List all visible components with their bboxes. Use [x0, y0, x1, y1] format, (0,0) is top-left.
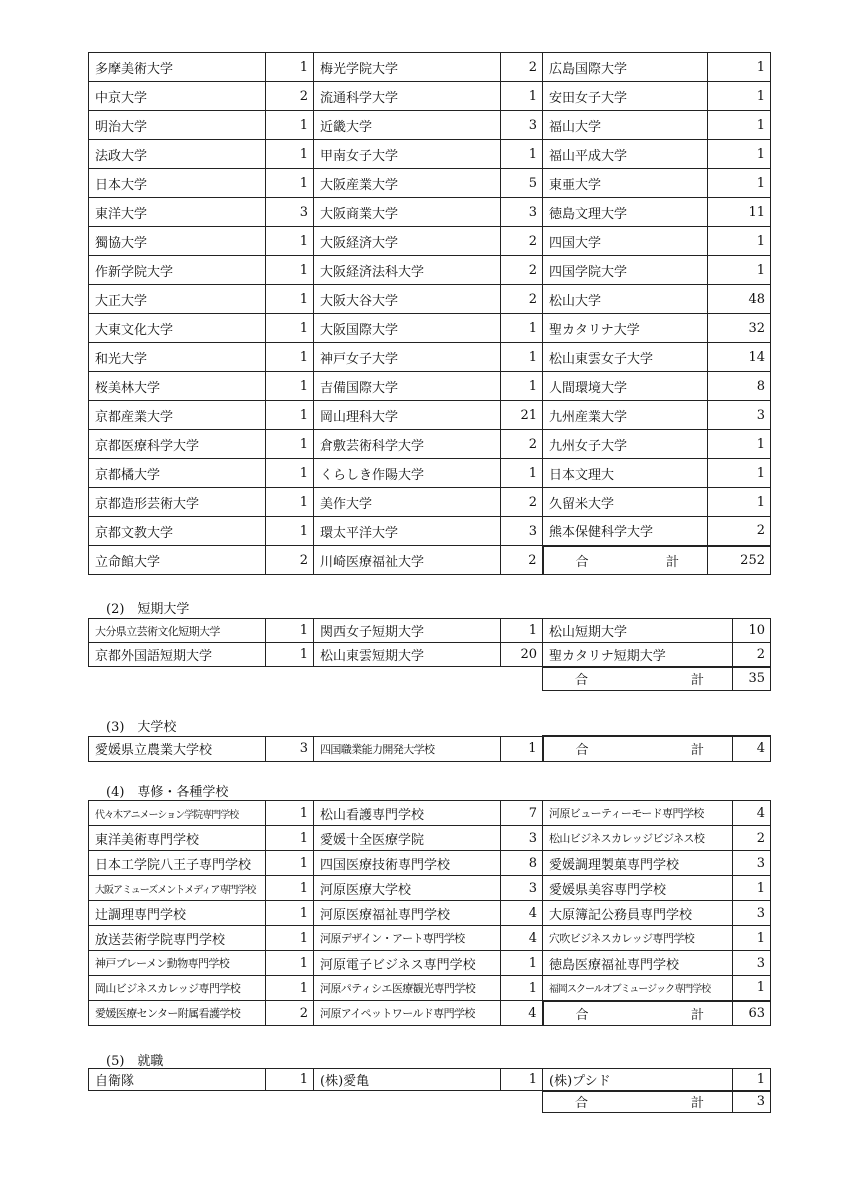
student-count: 3: [501, 826, 543, 851]
school-name: 松山東雲女子大学: [543, 343, 708, 372]
student-count: 1: [266, 285, 314, 314]
school-name: 広島国際大学: [543, 53, 708, 82]
school-name: 福岡スクールオブミュージック専門学校: [543, 976, 733, 1001]
junior-college-table: [88, 618, 771, 691]
table-row: [89, 826, 771, 851]
table-row: [89, 976, 771, 1001]
table-row: [89, 372, 771, 401]
school-name: 大阪商業大学: [314, 198, 501, 227]
student-count: 1: [501, 619, 543, 643]
school-name: 日本工学院八王子専門学校: [89, 851, 266, 876]
section3-heading: (3) 大学校: [106, 720, 177, 735]
table-row: [89, 643, 771, 667]
university-table: [88, 52, 771, 575]
student-count: 2: [501, 256, 543, 285]
student-count: 1: [733, 976, 771, 1001]
total-value: 3: [733, 1091, 771, 1113]
table-row: [89, 926, 771, 951]
school-name: 和光大学: [89, 343, 266, 372]
student-count: 2: [501, 227, 543, 256]
student-count: 1: [501, 82, 543, 111]
student-count: 1: [501, 736, 543, 761]
student-count: 1: [708, 227, 771, 256]
student-count: 1: [266, 926, 314, 951]
total-value: 4: [733, 736, 771, 761]
vocational-school-table: [88, 800, 771, 1026]
section4-heading: (4) 専修・各種学校: [106, 785, 229, 800]
student-count: 2: [501, 53, 543, 82]
school-name: 愛媛医療センター附属看護学校: [89, 1001, 266, 1026]
table-row: [89, 227, 771, 256]
school-name: 人間環境大学: [543, 372, 708, 401]
student-count: 1: [733, 876, 771, 901]
school-name: 京都造形芸術大学: [89, 488, 266, 517]
student-count: 1: [266, 140, 314, 169]
school-name: 四国学院大学: [543, 256, 708, 285]
student-count: 2: [266, 546, 314, 575]
student-count: 3: [266, 736, 314, 761]
table-row: [89, 111, 771, 140]
school-name: 倉敷芸術科学大学: [314, 430, 501, 459]
school-name: 明治大学: [89, 111, 266, 140]
student-count: 1: [266, 53, 314, 82]
school-name: 大阪産業大学: [314, 169, 501, 198]
student-count: 1: [708, 82, 771, 111]
spacer-cell: [501, 667, 543, 691]
student-count: 1: [708, 430, 771, 459]
student-count: 1: [501, 459, 543, 488]
school-name: 法政大学: [89, 140, 266, 169]
table-row: [89, 198, 771, 227]
student-count: 2: [501, 430, 543, 459]
school-name: 大阪アミューズメントメディア専門学校: [89, 876, 266, 901]
student-count: 1: [266, 314, 314, 343]
school-name: 河原医療福祉専門学校: [314, 901, 501, 926]
school-name: 京都産業大学: [89, 401, 266, 430]
student-count: 1: [708, 256, 771, 285]
school-name: 愛媛調理製菓専門学校: [543, 851, 733, 876]
student-count: 2: [708, 517, 771, 546]
school-name: 自衛隊: [89, 1069, 266, 1091]
student-count: 8: [708, 372, 771, 401]
school-name: 愛媛県美容専門学校: [543, 876, 733, 901]
total-label-right: 計: [690, 1007, 704, 1023]
school-name: 大阪国際大学: [314, 314, 501, 343]
school-name: 川崎医療福祉大学: [314, 546, 501, 575]
table-row: [89, 488, 771, 517]
table-row: [89, 1001, 771, 1026]
total-label-left: 合: [575, 554, 589, 570]
student-count: 2: [501, 546, 543, 575]
student-count: 20: [501, 643, 543, 667]
student-count: 3: [501, 198, 543, 227]
total-label-right: 計: [665, 554, 679, 570]
student-count: 3: [733, 901, 771, 926]
employment-table: [88, 1068, 771, 1113]
school-name: 辻調理専門学校: [89, 901, 266, 926]
total-label-right: 計: [690, 1096, 704, 1112]
student-count: 1: [266, 876, 314, 901]
student-count: 1: [266, 976, 314, 1001]
school-name: 愛媛十全医療学院: [314, 826, 501, 851]
student-count: 32: [708, 314, 771, 343]
school-name: 四国医療技術専門学校: [314, 851, 501, 876]
total-value: 63: [733, 1001, 771, 1026]
student-count: 2: [733, 826, 771, 851]
school-name: 東亜大学: [543, 169, 708, 198]
table-row: [89, 401, 771, 430]
school-name: 福山大学: [543, 111, 708, 140]
school-name: 松山看護専門学校: [314, 801, 501, 826]
student-count: 4: [501, 1001, 543, 1026]
student-count: 1: [266, 430, 314, 459]
student-count: 1: [266, 826, 314, 851]
school-name: 四国大学: [543, 227, 708, 256]
student-count: 2: [266, 82, 314, 111]
school-name: 松山ビジネスカレッジビジネス校: [543, 826, 733, 851]
student-count: 1: [266, 111, 314, 140]
school-name: 作新学院大学: [89, 256, 266, 285]
student-count: 4: [501, 926, 543, 951]
school-name: 中京大学: [89, 82, 266, 111]
school-name: 甲南女子大学: [314, 140, 501, 169]
school-name: 日本大学: [89, 169, 266, 198]
total-label: [543, 667, 733, 691]
school-name: 大分県立芸術文化短期大学: [89, 619, 266, 643]
school-name: 流通科学大学: [314, 82, 501, 111]
school-name: 大原簿記公務員専門学校: [543, 901, 733, 926]
school-name: 吉備国際大学: [314, 372, 501, 401]
student-count: 1: [266, 951, 314, 976]
school-name: (株)プシド: [543, 1069, 733, 1091]
school-name: 近畿大学: [314, 111, 501, 140]
spacer-cell: [501, 1091, 543, 1113]
school-name: 京都外国語短期大学: [89, 643, 266, 667]
table-row: [89, 256, 771, 285]
school-name: 河原医療大学校: [314, 876, 501, 901]
table-row: [89, 285, 771, 314]
student-count: 1: [266, 851, 314, 876]
student-count: 2: [501, 488, 543, 517]
student-count: 1: [266, 401, 314, 430]
student-count: 1: [501, 314, 543, 343]
student-count: 1: [708, 459, 771, 488]
total-label-left: 合: [575, 1007, 589, 1023]
school-name: 松山大学: [543, 285, 708, 314]
total-row: [89, 667, 771, 691]
school-name: 聖カタリナ大学: [543, 314, 708, 343]
total-label: [543, 546, 708, 575]
total-value: 252: [708, 546, 771, 575]
university-table-section: [88, 52, 770, 575]
student-count: 8: [501, 851, 543, 876]
spacer-cell: [266, 667, 314, 691]
school-name: 穴吹ビジネスカレッジ専門学校: [543, 926, 733, 951]
school-name: 大正大学: [89, 285, 266, 314]
school-name: 梅光学院大学: [314, 53, 501, 82]
junior-college-table-section: [88, 618, 770, 691]
total-label: [543, 1001, 733, 1026]
student-count: 1: [733, 926, 771, 951]
student-count: 1: [266, 256, 314, 285]
table-row: [89, 314, 771, 343]
school-name: 関西女子短期大学: [314, 619, 501, 643]
student-count: 1: [266, 227, 314, 256]
table-row: [89, 82, 771, 111]
total-label-left: 合: [575, 1096, 589, 1112]
school-name: 放送芸術学院専門学校: [89, 926, 266, 951]
school-name: 大阪大谷大学: [314, 285, 501, 314]
table-row: [89, 801, 771, 826]
student-count: 1: [266, 169, 314, 198]
table-row: [89, 546, 771, 575]
student-count: 1: [501, 976, 543, 1001]
school-name: 桜美林大学: [89, 372, 266, 401]
student-count: 1: [266, 372, 314, 401]
student-count: 3: [501, 517, 543, 546]
student-count: 3: [733, 951, 771, 976]
employment-table-section: [88, 1068, 770, 1113]
total-label: [543, 736, 733, 761]
school-name: 大阪経済法科大学: [314, 256, 501, 285]
student-count: 2: [733, 643, 771, 667]
student-count: 3: [501, 111, 543, 140]
school-name: 徳島文理大学: [543, 198, 708, 227]
table-row: [89, 851, 771, 876]
table-row: [89, 169, 771, 198]
school-name: 福山平成大学: [543, 140, 708, 169]
school-name: 熊本保健科学大学: [543, 517, 708, 546]
table-row: [89, 430, 771, 459]
table-row: [89, 901, 771, 926]
total-value: 35: [733, 667, 771, 691]
student-count: 3: [708, 401, 771, 430]
college-school-table: [88, 735, 771, 762]
school-name: 東洋美術専門学校: [89, 826, 266, 851]
school-name: 松山東雲短期大学: [314, 643, 501, 667]
student-count: 1: [266, 643, 314, 667]
total-label-left: 合: [575, 743, 589, 759]
school-name: 立命館大学: [89, 546, 266, 575]
vocational-school-table-section: [88, 800, 770, 1026]
student-count: 1: [501, 1069, 543, 1091]
table-row: [89, 736, 771, 761]
student-count: 3: [501, 876, 543, 901]
total-label-left: 合: [575, 673, 589, 689]
school-name: 大東文化大学: [89, 314, 266, 343]
school-name: 河原パティシエ医療観光専門学校: [314, 976, 501, 1001]
school-name: 河原デザイン・アート専門学校: [314, 926, 501, 951]
school-name: 四国職業能力開発大学校: [314, 736, 501, 761]
student-count: 1: [708, 488, 771, 517]
school-name: 愛媛県立農業大学校: [89, 736, 266, 761]
student-count: 1: [266, 901, 314, 926]
table-row: [89, 517, 771, 546]
school-name: 日本文理大: [543, 459, 708, 488]
table-row: [89, 140, 771, 169]
table-row: [89, 459, 771, 488]
section5-heading: (5) 就職: [106, 1054, 164, 1069]
student-count: 1: [708, 111, 771, 140]
student-count: 1: [501, 140, 543, 169]
table-row: [89, 951, 771, 976]
school-name: 多摩美術大学: [89, 53, 266, 82]
student-count: 1: [266, 1069, 314, 1091]
school-name: 久留米大学: [543, 488, 708, 517]
school-name: 神戸ブレーメン動物専門学校: [89, 951, 266, 976]
student-count: 3: [266, 198, 314, 227]
school-name: 九州産業大学: [543, 401, 708, 430]
student-count: 2: [501, 285, 543, 314]
student-count: 1: [266, 517, 314, 546]
school-name: 京都文教大学: [89, 517, 266, 546]
student-count: 4: [733, 801, 771, 826]
spacer-cell: [89, 1091, 266, 1113]
student-count: 1: [266, 488, 314, 517]
school-name: 河原アイペットワールド専門学校: [314, 1001, 501, 1026]
student-count: 1: [501, 343, 543, 372]
school-name: 代々木アニメーション学院専門学校: [89, 801, 266, 826]
student-count: 11: [708, 198, 771, 227]
student-count: 14: [708, 343, 771, 372]
spacer-cell: [314, 667, 501, 691]
school-name: 松山短期大学: [543, 619, 733, 643]
student-count: 2: [266, 1001, 314, 1026]
school-name: 河原電子ビジネス専門学校: [314, 951, 501, 976]
school-name: (株)愛亀: [314, 1069, 501, 1091]
school-name: 聖カタリナ短期大学: [543, 643, 733, 667]
table-row: [89, 343, 771, 372]
school-name: 神戸女子大学: [314, 343, 501, 372]
table-row: [89, 1069, 771, 1091]
school-name: 京都医療科学大学: [89, 430, 266, 459]
school-name: 獨協大学: [89, 227, 266, 256]
school-name: くらしき作陽大学: [314, 459, 501, 488]
student-count: 1: [266, 619, 314, 643]
school-name: 京都橘大学: [89, 459, 266, 488]
school-name: 岡山理科大学: [314, 401, 501, 430]
school-name: 環太平洋大学: [314, 517, 501, 546]
spacer-cell: [314, 1091, 501, 1113]
school-name: 東洋大学: [89, 198, 266, 227]
total-label: [543, 1091, 733, 1113]
student-count: 4: [501, 901, 543, 926]
total-row: [89, 1091, 771, 1113]
table-row: [89, 53, 771, 82]
student-count: 1: [708, 140, 771, 169]
student-count: 1: [266, 343, 314, 372]
school-name: 徳島医療福祉専門学校: [543, 951, 733, 976]
total-label-right: 計: [690, 673, 704, 689]
student-count: 5: [501, 169, 543, 198]
student-count: 1: [708, 169, 771, 198]
student-count: 1: [266, 801, 314, 826]
spacer-cell: [266, 1091, 314, 1113]
student-count: 1: [733, 1069, 771, 1091]
student-count: 1: [501, 951, 543, 976]
school-name: 九州女子大学: [543, 430, 708, 459]
student-count: 1: [708, 53, 771, 82]
student-count: 48: [708, 285, 771, 314]
section2-heading: (2) 短期大学: [106, 602, 190, 617]
student-count: 1: [266, 459, 314, 488]
school-name: 安田女子大学: [543, 82, 708, 111]
student-count: 10: [733, 619, 771, 643]
school-name: 河原ビューティーモード専門学校: [543, 801, 733, 826]
spacer-cell: [89, 667, 266, 691]
table-row: [89, 619, 771, 643]
student-count: 7: [501, 801, 543, 826]
student-count: 21: [501, 401, 543, 430]
student-count: 3: [733, 851, 771, 876]
school-name: 美作大学: [314, 488, 501, 517]
college-school-table-section: [88, 735, 770, 762]
school-name: 大阪経済大学: [314, 227, 501, 256]
school-name: 岡山ビジネスカレッジ専門学校: [89, 976, 266, 1001]
table-row: [89, 876, 771, 901]
total-label-right: 計: [690, 743, 704, 759]
student-count: 1: [501, 372, 543, 401]
